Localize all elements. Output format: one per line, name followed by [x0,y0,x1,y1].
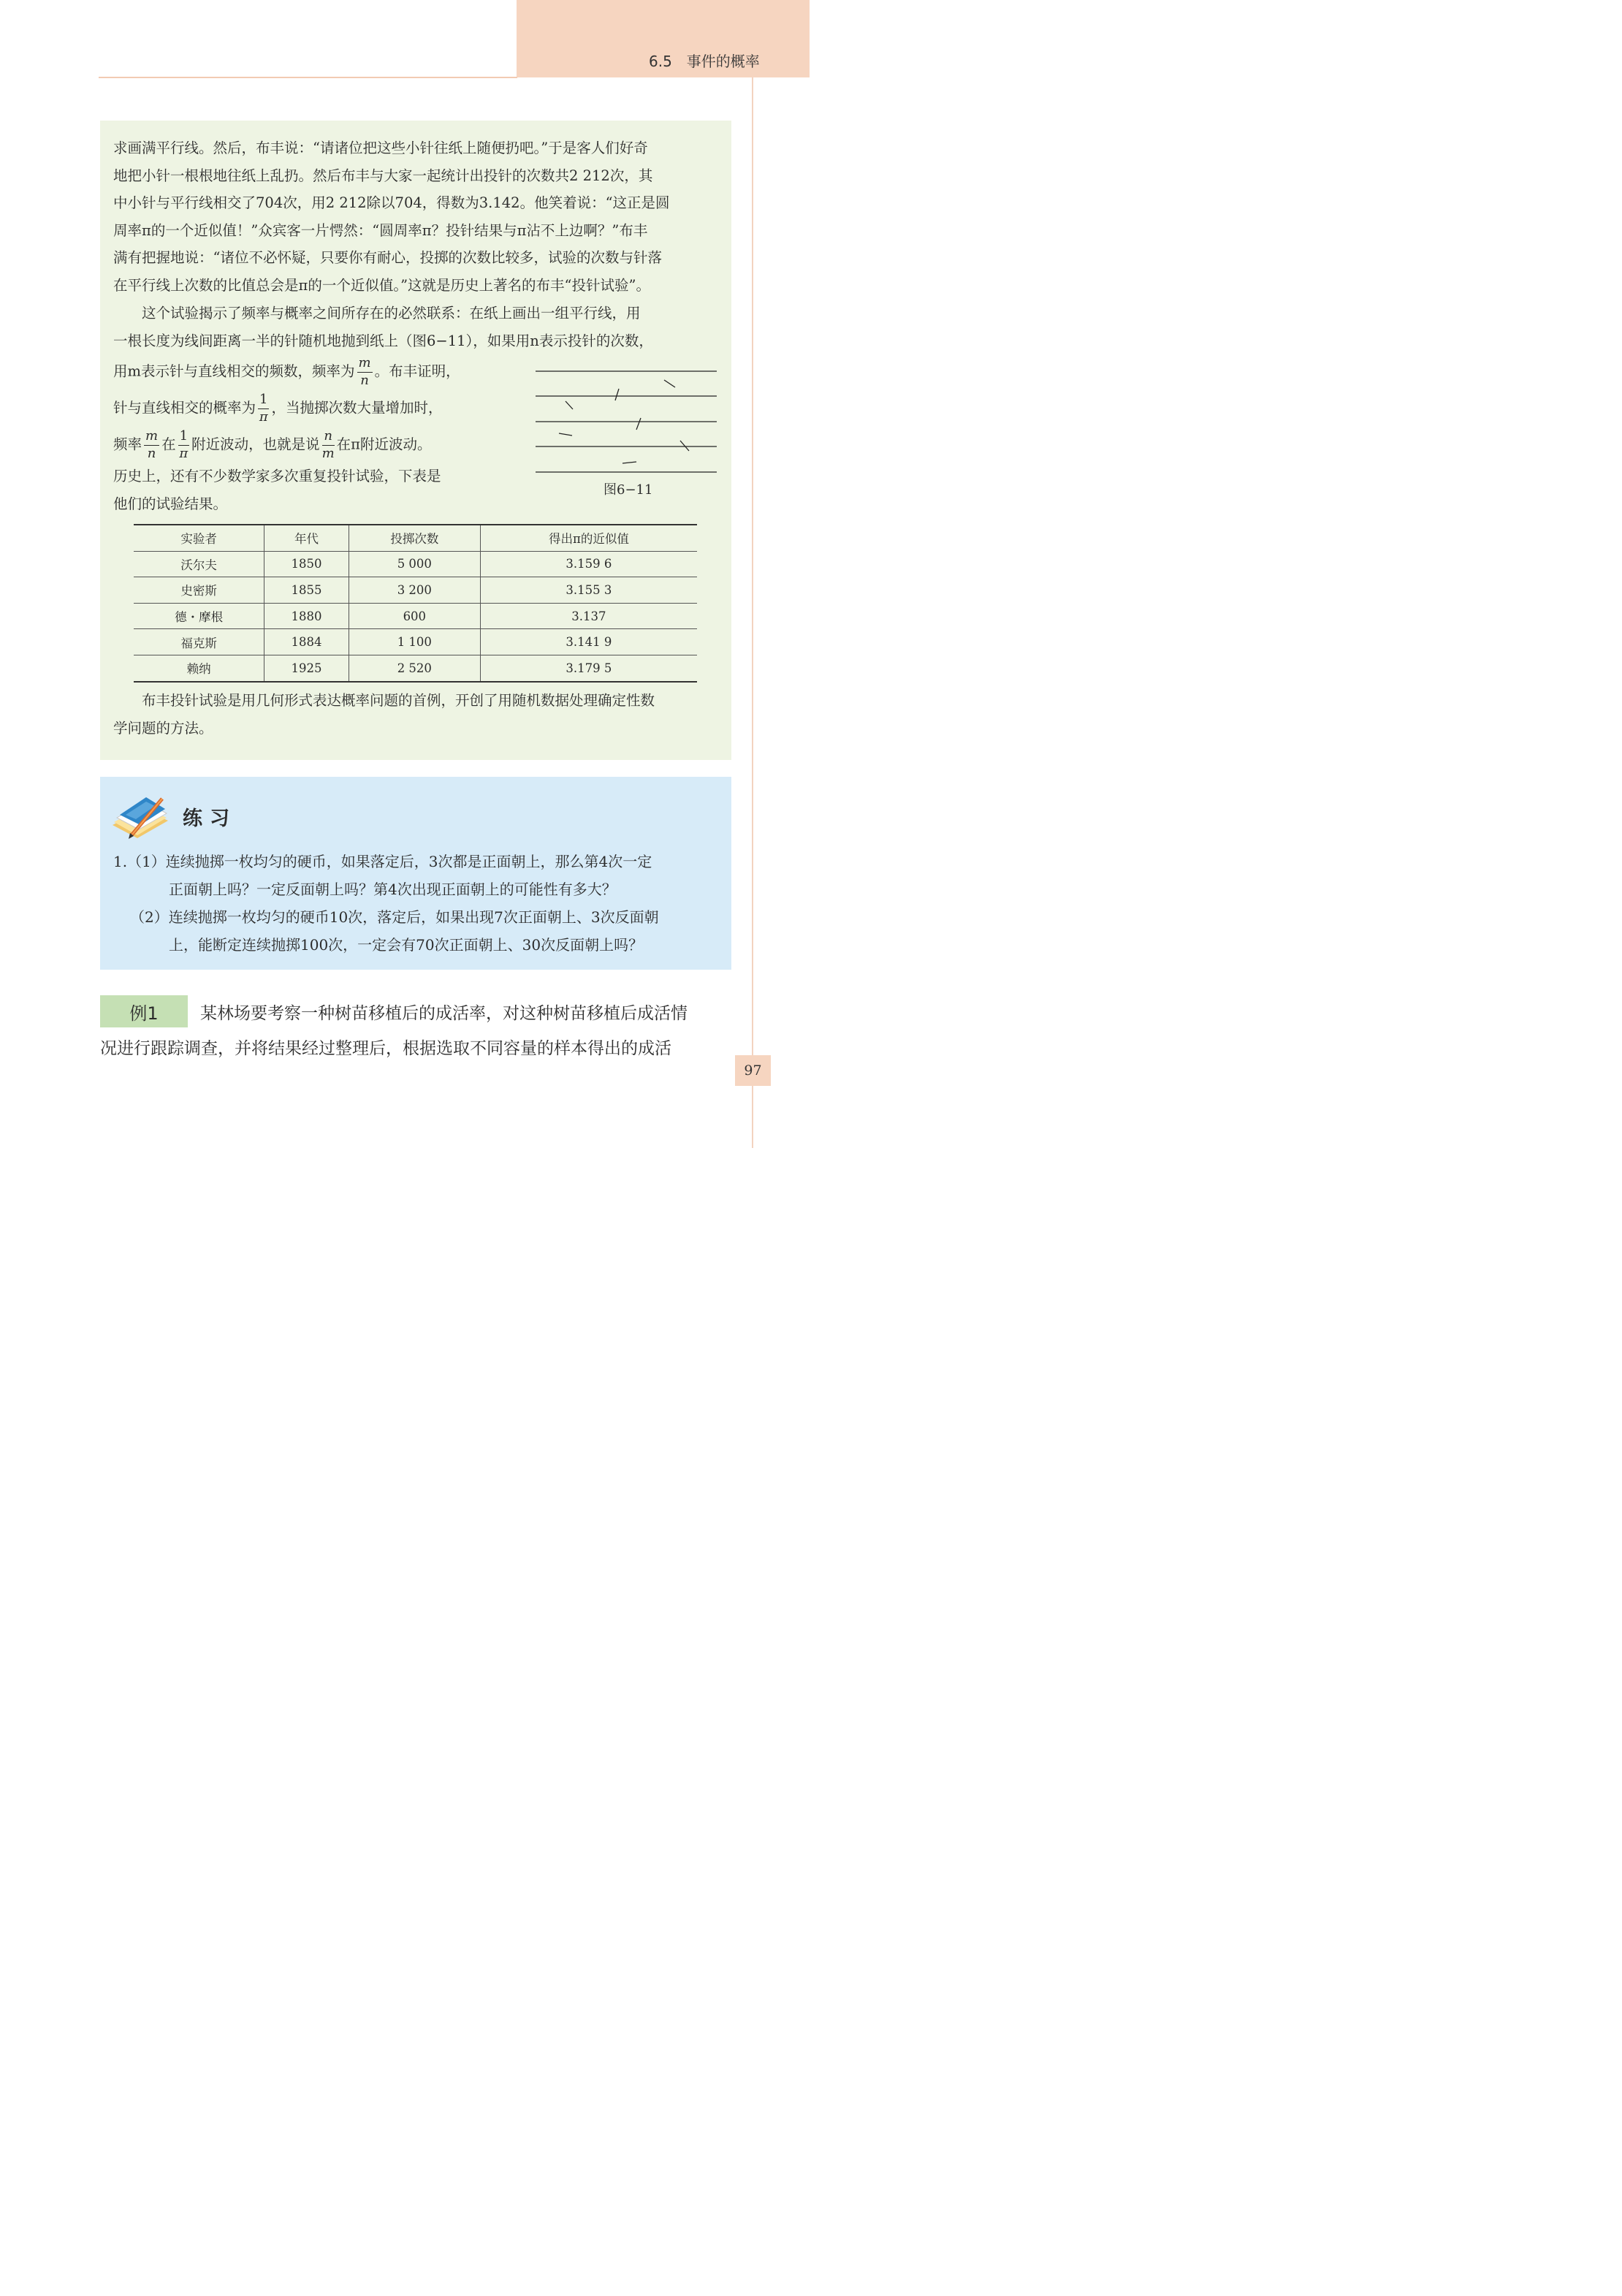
needle-figure [534,358,718,497]
fraction: $\frac{n}{m}$ [321,428,335,461]
experiment-table [134,524,697,683]
table-cell: 2 520 [349,655,480,681]
text-line: 布丰投针试验是用几何形式表达概率问题的首例，开创了用随机数据处理确定性数 [113,692,655,709]
table-cell: 1850 [264,551,349,577]
header-divider [99,77,517,78]
table-cell: 3 200 [349,577,480,604]
table-cell: 3.141 9 [480,629,697,655]
needle [664,380,675,387]
table-cell: 3.159 6 [480,551,697,577]
table-cell: 1855 [264,577,349,604]
margin-divider [752,77,753,1148]
needle [622,462,636,463]
table-row [134,577,697,604]
exercise-line: 正面朝上吗？一定反面朝上吗？第4次出现正面朝上的可能性有多大？ [169,881,617,898]
needle [680,441,689,451]
column-header: 年代 [264,525,349,551]
fraction: $\frac{m}{n}$ [358,355,371,388]
section-title: 6.5 事件的概率 [649,53,760,70]
text-line: 这个试验揭示了频率与概率之间所存在的必然联系：在纸上画出一组平行线，用 [113,305,641,322]
column-header: 得出π的近似值 [480,525,697,551]
example-tag: 例1 [100,995,188,1027]
exercise-line: 1.（1）连续抛掷一枚均匀的硬币，如果落定后，3次都是正面朝上，那么第4次一定 [113,853,652,870]
table-cell: 1884 [264,629,349,655]
table-cell: 1925 [264,655,349,681]
table-cell: 600 [349,603,480,629]
needle [615,389,619,400]
column-header: 实验者 [134,525,264,551]
figure-caption: 图6−11 [604,482,653,498]
story-paragraph [113,134,670,300]
table-row [134,655,697,681]
table-cell: 3.137 [480,603,697,629]
needle [636,418,641,430]
exercise-line: 上，能断定连续抛掷100次，一定会有70次正面朝上、30次反面朝上吗？ [169,936,644,954]
fraction: $\frac{1}{\pi}$ [179,428,189,461]
table-cell: 3.155 3 [480,577,697,604]
text-line: 求画满平行线。然后，布丰说：“请诸位把这些小针往纸上随便扔吧。”于是客人们好奇 [113,140,648,156]
table-row [134,629,697,655]
table-cell: 沃尔夫 [134,551,264,577]
table-row [134,551,697,577]
notebook-pencil-icon [110,793,172,841]
text-line: 历史上，还有不少数学家多次重复投针试验，下表是 [113,468,441,484]
text-line: 满有把握地说：“诸位不必怀疑，只要你有耐心，投掷的次数比较多，试验的次数与针落 [113,249,662,267]
text-line: 学问题的方法。 [113,719,213,737]
example-text-line: 况进行跟踪调查，并将结果经过整理后，根据选取不同容量的样本得出的成活 [100,1039,671,1058]
needle [566,401,573,409]
table-cell: 德・摩根 [134,603,264,629]
fraction: $\frac{1}{\pi}$ [259,392,268,425]
fraction: $\frac{m}{n}$ [145,428,159,461]
table-cell: 史密斯 [134,577,264,604]
example-text-line: 某林场要考察一种树苗移植后的成活率，对这种树苗移植后成活情 [200,1004,688,1023]
needle [559,433,572,436]
text-line: 在平行线上次数的比值总会是π的一个近似值。”这就是历史上著名的布丰“投针试验”。 [113,276,650,294]
formula-line-fluctuation: 频率 $\frac{m}{n}$ 在 $\frac{1}{\pi}$ 附近波动，也就是说 $\frac{n}{m}$ 在π附近波动。 [113,428,432,461]
table-cell: 赖纳 [134,655,264,681]
text-line: 地把小针一根根地往纸上乱扔。然后布丰与大家一起统计出投针的次数共2 212次，其 [113,167,653,184]
formula-line-probability: 针与直线相交的概率为 $\frac{1}{\pi}$ ，当抛掷次数大量增加时， [113,392,443,425]
text-line: 他们的试验结果。 [113,495,228,512]
exercise-title: 练习 [183,807,237,830]
page-number: 97 [735,1055,771,1086]
table-cell: 1 100 [349,629,480,655]
column-header: 投掷次数 [349,525,480,551]
table-cell: 5 000 [349,551,480,577]
table-header-row [134,525,697,551]
text-line: 一根长度为线间距离一半的针随机地抛到纸上（图6−11），如果用n表示投针的次数， [113,332,653,349]
exercise-line: （2）连续抛掷一枚均匀的硬币10次，落定后，如果出现7次正面朝上、3次反面朝 [130,908,659,926]
text-line: 周率π的一个近似值！”众宾客一片愕然：“圆周率π？投针结果与π沾不上边啊？”布丰 [113,221,648,239]
conclusion-paragraph [113,687,655,742]
table-cell: 福克斯 [134,629,264,655]
experiment-paragraph [113,300,653,354]
text-line: 中小针与平行线相交了704次，用2 212除以704，得数为3.142。他笑着说：“这正是圆 [113,194,670,212]
formula-line-frequency: 用m表示针与直线相交的频数，频率为 $\frac{m}{n}$ 。布丰证明， [113,355,460,388]
table-cell: 1880 [264,603,349,629]
table-cell: 3.179 5 [480,655,697,681]
table-row [134,603,697,629]
history-paragraph [113,463,441,517]
